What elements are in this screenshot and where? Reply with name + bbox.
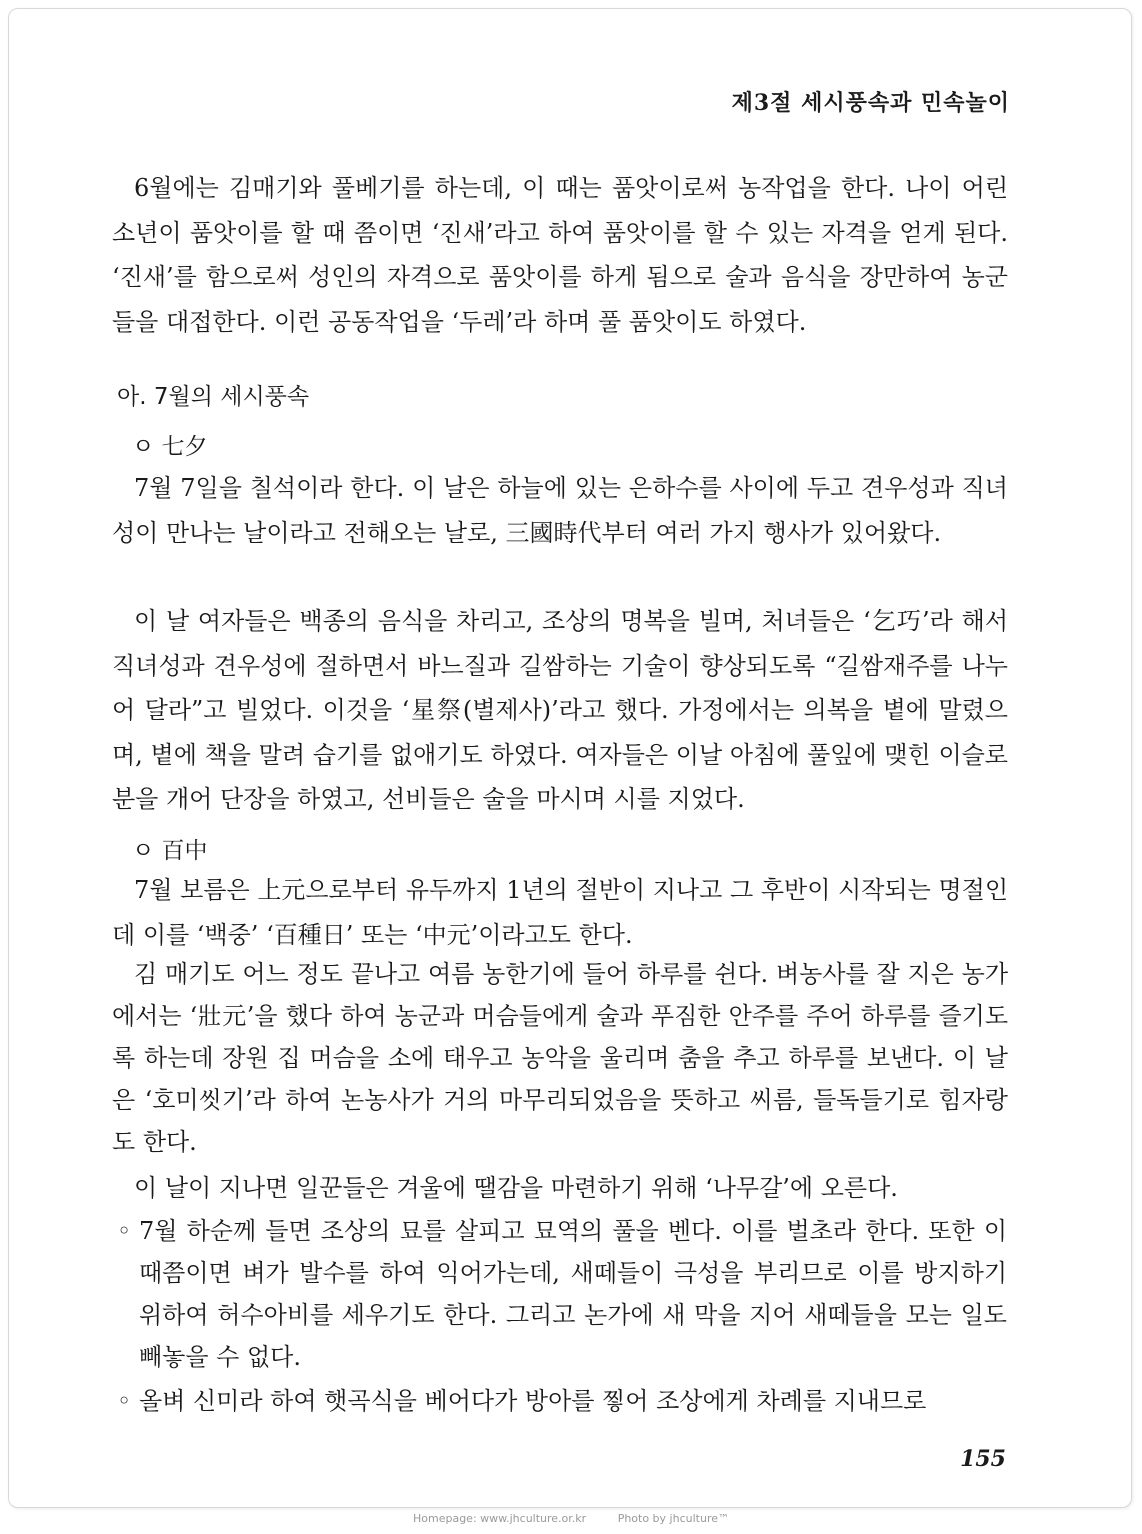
paragraph-firewood-text: 이 날이 지나면 일꾼들은 겨울에 땔감을 마련하기 위해 ‘나무갈’에 오른다. (134, 1174, 898, 1202)
paragraph-baekjung-intro (112, 868, 1008, 957)
section-title: 아. 7월의 세시풍속 (117, 384, 310, 410)
paragraph-baekjung-customs-text: 김 매기도 어느 정도 끝나고 여름 농한기에 들어 하루를 쉰다. 벼농사를 잘 지은 농가에서는 ‘壯元’을 했다 하여 농군과 머슴들에게 술과 푸짐한 안주를 주어 하루를 즐기도록 하는데 장원 집 머슴을 소에 태우고 농악을 울리며 춤을 추고 하루를 보낸다. 이 날은 ‘호미씻기’라 하여 논농사가 거의 마무리되었음을 뜻하고 씨름, 들독들기로 힘자랑도 한다. (112, 960, 1008, 1156)
bullet-item-beolcho (117, 1210, 1007, 1378)
paragraph-baekjung-customs (112, 953, 1008, 1163)
paragraph-june-text: 6월에는 김매기와 풀베기를 하는데, 이 때는 품앗이로써 농작업을 한다. 나이 어린 소년이 품앗이를 할 때 쯤이면 ‘진새’라고 하여 품앗이를 할 수 있는 자격을 얻게 된다. ‘진새’를 함으로써 성인의 자격으로 품앗이를 하게 됨으로 술과 음식을 장만하여 농군들을 대접한다. 이런 공동작업을 ‘두레’라 하며 풀 품앗이도 하였다. (112, 174, 1008, 336)
subheading-chilseok: ㅇ 七夕 (132, 434, 208, 460)
footer-photo-credit: Photo by jhculture™ (617, 1512, 729, 1525)
paragraph-chilseok-intro (112, 466, 1008, 555)
bullet-item-olbyeo-text: 올벼 신미라 하여 햇곡식을 베어다가 방아를 찧어 조상에게 차례를 지내므로 (139, 1387, 927, 1415)
footer-homepage: Homepage: www.jhculture.or.kr (412, 1512, 587, 1525)
running-header: 제3절 세시풍속과 민속놀이 (731, 90, 1010, 116)
paragraph-chilseok-customs-text: 이 날 여자들은 백종의 음식을 차리고, 조상의 명복을 빌며, 처녀들은 ‘乞巧’라 해서 직녀성과 견우성에 절하면서 바느질과 길쌈하는 기술이 향상되도록 “길쌈재주를 나누어 달라”고 빌었다. 이것을 ‘星祭(별제사)’라고 했다. 가정에서는 의복을 볕에 말렸으며, 볕에 책을 말려 습기를 없애기도 하였다. 여자들은 이날 아침에 풀잎에 맺힌 이슬로 분을 개어 단장을 하였고, 선비들은 술을 마시며 시를 지었다. (112, 607, 1008, 813)
paragraph-chilseok-intro-text: 7월 7일을 칠석이라 한다. 이 날은 하늘에 있는 은하수를 사이에 두고 견우성과 직녀성이 만나는 날이라고 전해오는 날로, 三國時代부터 여러 가지 행사가 있어왔다. (112, 474, 1008, 547)
bullet-item-olbyeo (117, 1380, 1007, 1422)
subheading-baekjung: ㅇ 百中 (132, 838, 208, 864)
paragraph-baekjung-intro-text: 7월 보름은 上元으로부터 유두까지 1년의 절반이 지나고 그 후반이 시작되는 명절인데 이를 ‘백중’ ‘百種日’ 또는 ‘中元’이라고도 한다. (112, 876, 1008, 949)
bullet-item-beolcho-text: 7월 하순께 들면 조상의 묘를 살피고 묘역의 풀을 벤다. 이를 벌초라 한다. 또한 이 때쯤이면 벼가 발수를 하여 익어가는데, 새떼들이 극성을 부리므로 이를 방지하기 위하여 허수아비를 세우기도 한다. 그리고 논가에 새 막을 지어 새떼들을 모는 일도 빼놓을 수 없다. (139, 1217, 1007, 1371)
footer (0, 1512, 1142, 1525)
paragraph-chilseok-customs (112, 599, 1008, 822)
page-number: 155 (960, 1446, 1006, 1472)
paragraph-firewood (112, 1166, 1008, 1211)
paragraph-june (112, 166, 1008, 344)
bullet-marker: ◦ (117, 1387, 132, 1415)
bullet-marker: ◦ (117, 1217, 132, 1245)
